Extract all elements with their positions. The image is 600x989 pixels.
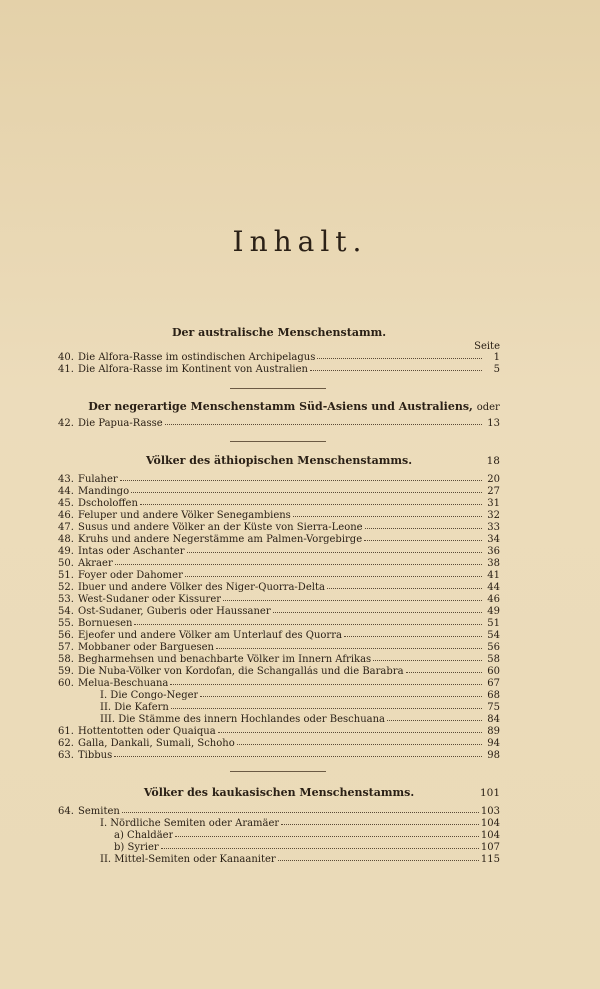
leader-dots: [161, 841, 479, 849]
entry-title: Die Alfora-Rasse im ostindischen Archipelagus: [78, 352, 316, 363]
entry-number: 59.: [58, 666, 74, 677]
toc-entry: [58, 594, 500, 605]
leader-dots: [171, 701, 482, 709]
divider: [230, 388, 326, 389]
entry-number: 42.: [58, 418, 74, 429]
entry-title: Dscholoffen: [78, 498, 138, 509]
entry-page: 103: [480, 806, 500, 817]
toc-entry: [58, 666, 500, 677]
entry-title: Kruhs und andere Negerstämme am Palmen-Vorgebirge: [78, 534, 363, 545]
toc-entry: [58, 352, 500, 363]
entry-page: 68: [487, 690, 500, 701]
entry-page: 104: [480, 830, 500, 841]
entry-page: 60: [487, 666, 500, 677]
toc-subentry: [58, 714, 500, 725]
toc-entry: [58, 678, 500, 689]
leader-dots: [134, 617, 482, 625]
entry-number: 55.: [58, 618, 74, 629]
entry-page: 46: [487, 594, 500, 605]
entry-title: Begharmehsen und benachbarte Völker im Innern Afrikas: [78, 654, 372, 665]
leader-dots: [387, 713, 482, 721]
entry-page: 84: [487, 714, 500, 725]
entry-number: 51.: [58, 570, 74, 581]
entry-title: Foyer oder Dahomer: [78, 570, 183, 581]
entry-page: 33: [487, 522, 500, 533]
leader-dots: [278, 853, 479, 861]
toc-entry: [58, 546, 500, 557]
leader-dots: [120, 473, 482, 481]
toc-subentry: [58, 842, 500, 853]
entry-page: 32: [487, 510, 500, 521]
entry-title: II. Mittel-Semiten oder Kanaaniter: [100, 854, 276, 865]
leader-dots: [237, 737, 482, 745]
toc-entry: [58, 726, 500, 737]
entry-title: Feluper und andere Völker Senegambiens: [78, 510, 291, 521]
toc-entry: [58, 558, 500, 569]
entry-page: 89: [487, 726, 500, 737]
entry-number: 64.: [58, 806, 74, 817]
entry-page: 54: [487, 630, 500, 641]
toc-subentry: [58, 702, 500, 713]
entry-title: Fulaher: [78, 474, 118, 485]
toc-entry: [58, 806, 500, 817]
entry-number: 52.: [58, 582, 74, 593]
entry-page: 36: [487, 546, 500, 557]
entry-title: Semiten: [78, 806, 120, 817]
toc-entry: [58, 534, 500, 545]
entry-title: Akraer: [78, 558, 113, 569]
entry-page: 67: [487, 678, 500, 689]
entry-page: 44: [487, 582, 500, 593]
entry-number: 47.: [58, 522, 74, 533]
entry-number: 53.: [58, 594, 74, 605]
leader-dots: [327, 581, 482, 589]
toc-entry: [58, 570, 500, 581]
entry-page: 20: [487, 474, 500, 485]
entry-title: Die Alfora-Rasse im Kontinent von Australien: [78, 364, 308, 375]
toc-entry: [58, 582, 500, 593]
toc-entry: [58, 364, 500, 375]
toc-entry: [58, 498, 500, 509]
section-heading-caucasian: [58, 786, 500, 799]
leader-dots: [200, 689, 482, 697]
entry-number: 44.: [58, 486, 74, 497]
toc-entry: [58, 630, 500, 641]
entry-title: II. Die Kafern: [100, 702, 169, 713]
entry-page: 1: [493, 352, 500, 363]
entry-number: 50.: [58, 558, 74, 569]
entry-number: 63.: [58, 750, 74, 761]
entry-page: 94: [487, 738, 500, 749]
section-title: Der negerartige Menschenstamm Süd-Asiens und Australiens,: [88, 400, 473, 413]
entry-number: 46.: [58, 510, 74, 521]
entry-number: 48.: [58, 534, 74, 545]
leader-dots: [293, 509, 482, 517]
page-title: Inhalt.: [232, 225, 368, 258]
column-header-seite: Seite: [474, 341, 500, 352]
entry-page: 13: [487, 418, 500, 429]
leader-dots: [140, 497, 482, 505]
entry-page: 49: [487, 606, 500, 617]
section-title: Der australische Menschenstamm.: [171, 326, 387, 339]
toc-entry: [58, 654, 500, 665]
entry-title: Galla, Dankali, Sumali, Schoho: [78, 738, 235, 749]
leader-dots: [122, 805, 479, 813]
leader-dots: [223, 593, 482, 601]
entry-page: 34: [487, 534, 500, 545]
toc-entry: [58, 606, 500, 617]
divider: [230, 771, 326, 772]
leader-dots: [344, 629, 482, 637]
leader-dots: [187, 545, 483, 553]
toc-subentry: [58, 830, 500, 841]
entry-number: 45.: [58, 498, 74, 509]
entry-page: 98: [487, 750, 500, 761]
entry-number: 41.: [58, 364, 74, 375]
leader-dots: [175, 829, 479, 837]
entry-title: West-Sudaner oder Kissurer: [78, 594, 222, 605]
section-page: 18: [486, 455, 500, 467]
toc-entry: [58, 642, 500, 653]
entry-title: Ibuer und andere Völker des Niger-Quorra-Delta: [78, 582, 325, 593]
toc-entry: [58, 418, 500, 429]
entry-title: I. Die Congo-Neger: [100, 690, 199, 701]
leader-dots: [365, 521, 482, 529]
entry-title: Die Nuba-Völker von Kordofan, die Schangallás und die Barabra: [78, 666, 404, 677]
entry-title: Ost-Sudaner, Guberis oder Haussaner: [78, 606, 271, 617]
leader-dots: [310, 363, 482, 371]
entry-title: Die Papua-Rasse: [78, 418, 163, 429]
entry-title: III. Die Stämme des innern Hochlandes oder Beschuana: [100, 714, 385, 725]
entry-title: a) Chaldäer: [114, 830, 174, 841]
section-heading-negroid: [74, 400, 514, 413]
toc-entry: [58, 618, 500, 629]
entry-page: 115: [480, 854, 500, 865]
leader-dots: [114, 749, 482, 757]
entry-title: Melua-Beschuana: [78, 678, 169, 689]
leader-dots: [406, 665, 482, 673]
toc-entry: [58, 750, 500, 761]
toc-subentry: [58, 818, 500, 829]
entry-title: Tibbus: [78, 750, 113, 761]
entry-number: 56.: [58, 630, 74, 641]
leader-dots: [131, 485, 482, 493]
leader-dots: [115, 557, 482, 565]
leader-dots: [216, 641, 482, 649]
entry-title: Hottentotten oder Quaiqua: [78, 726, 216, 737]
entry-title: b) Syrier: [114, 842, 159, 853]
section-title: Völker des äthiopischen Menschenstamms.: [145, 454, 413, 467]
entry-number: 54.: [58, 606, 74, 617]
leader-dots: [165, 417, 482, 425]
toc-entry: [58, 474, 500, 485]
section-heading-australian: [58, 326, 500, 339]
entry-number: 49.: [58, 546, 74, 557]
section-note: oder: [476, 402, 500, 413]
entry-number: 60.: [58, 678, 74, 689]
toc-entry: [58, 522, 500, 533]
leader-dots: [170, 677, 482, 685]
toc-subentry: [58, 690, 500, 701]
divider: [230, 441, 326, 442]
entry-page: 58: [487, 654, 500, 665]
entry-page: 27: [487, 486, 500, 497]
entry-page: 51: [487, 618, 500, 629]
entry-page: 31: [487, 498, 500, 509]
leader-dots: [364, 533, 482, 541]
entry-title: Susus und andere Völker an der Küste von Sierra-Leone: [78, 522, 363, 533]
entry-title: Ejeofer und andere Völker am Unterlauf des Quorra: [78, 630, 342, 641]
entry-page: 75: [487, 702, 500, 713]
section-page: 101: [479, 787, 500, 799]
entry-title: Mobbaner oder Barguesen: [78, 642, 214, 653]
entry-number: 43.: [58, 474, 74, 485]
toc-entry: [58, 738, 500, 749]
entry-page: 104: [480, 818, 500, 829]
leader-dots: [281, 817, 479, 825]
toc-entry: [58, 510, 500, 521]
leader-dots: [185, 569, 482, 577]
section-title: Völker des kaukasischen Menschenstamms.: [143, 786, 415, 799]
entry-page: 5: [493, 364, 500, 375]
entry-number: 40.: [58, 352, 74, 363]
entry-title: Intas oder Aschanter: [78, 546, 185, 557]
entry-title: Mandingo: [78, 486, 130, 497]
entry-page: 38: [487, 558, 500, 569]
entry-number: 58.: [58, 654, 74, 665]
leader-dots: [373, 653, 482, 661]
entry-page: 107: [480, 842, 500, 853]
entry-number: 61.: [58, 726, 74, 737]
entry-title: I. Nördliche Semiten oder Aramäer: [100, 818, 280, 829]
toc-entry: [58, 486, 500, 497]
entry-number: 62.: [58, 738, 74, 749]
entry-number: 57.: [58, 642, 74, 653]
leader-dots: [273, 605, 482, 613]
entry-page: 41: [487, 570, 500, 581]
entry-title: Bornuesen: [78, 618, 133, 629]
entry-page: 56: [487, 642, 500, 653]
leader-dots: [317, 351, 482, 359]
leader-dots: [218, 725, 482, 733]
toc-subentry: [58, 854, 500, 865]
section-heading-ethiopian: [58, 454, 500, 467]
